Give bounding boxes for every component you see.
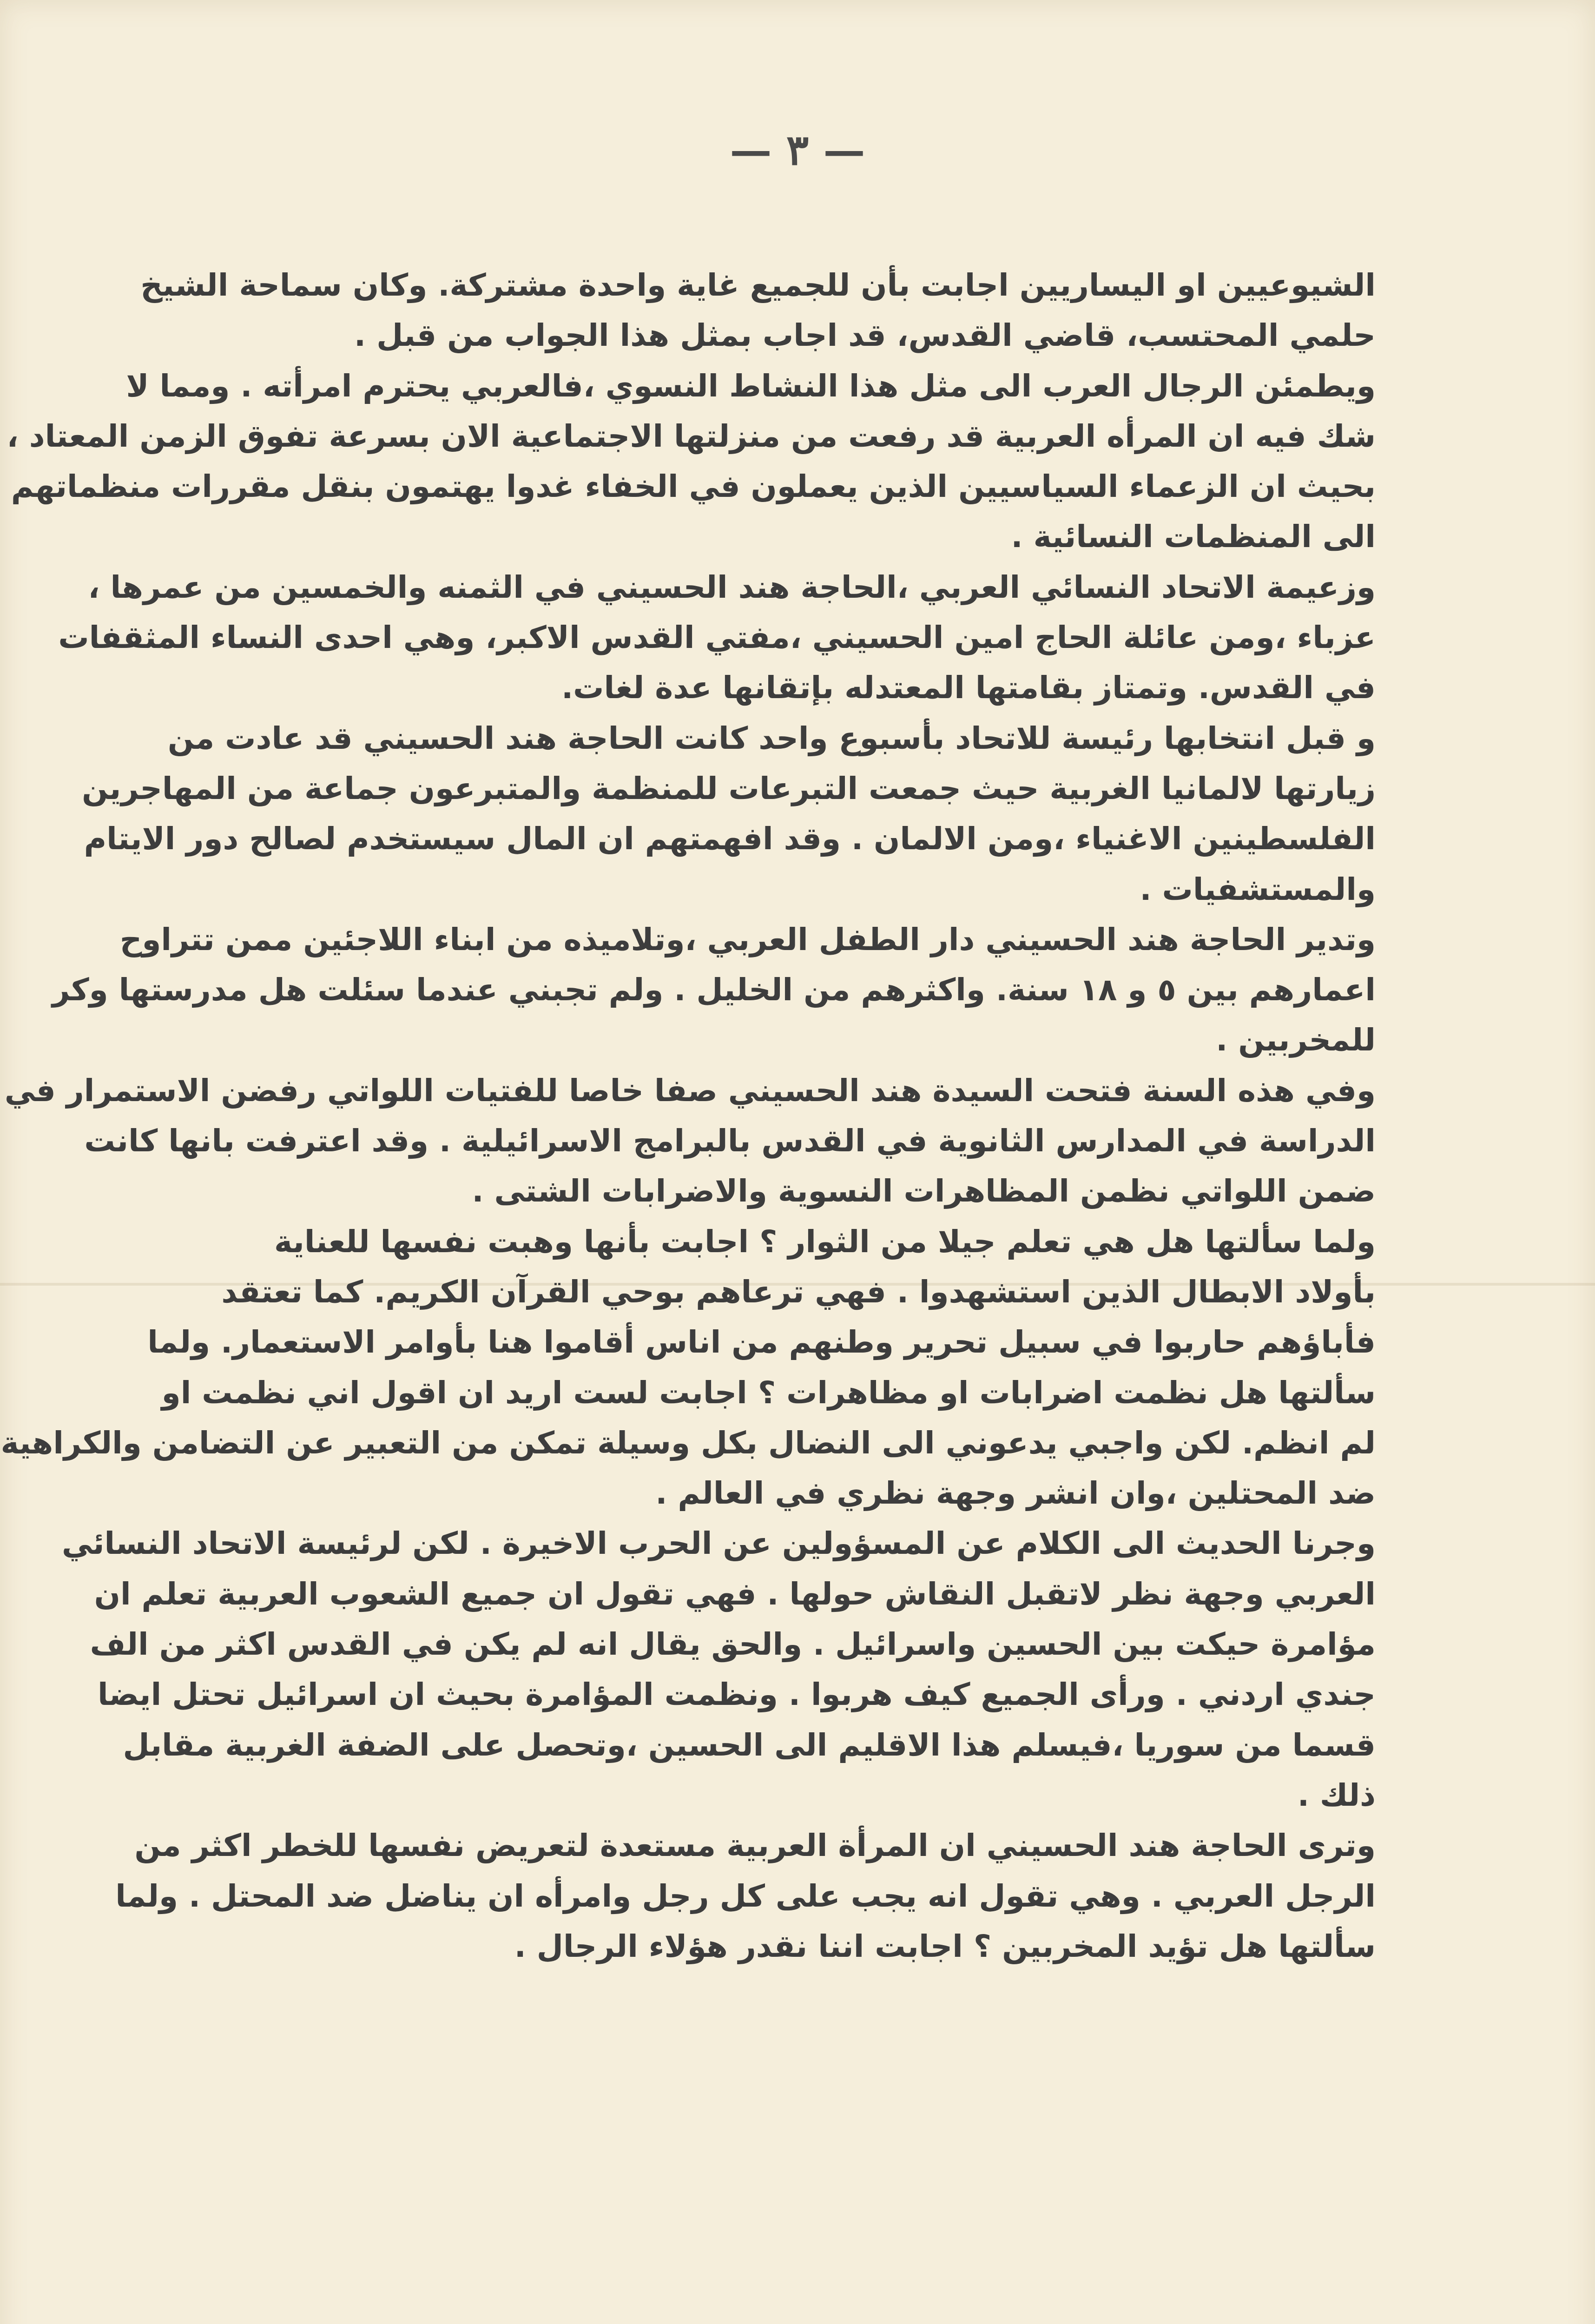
text-line: فأباؤهم حاربوا في سبيل تحرير وطنهم من اناس أقاموا هنا بأوامر الاستعمار. ولما	[147, 1324, 1376, 1360]
page-number: — ٣ —	[730, 125, 865, 175]
text-line: وجرنا الحديث الى الكلام عن المسؤولين عن الحرب الاخيرة . لكن لرئيسة الاتحاد النسائي	[61, 1525, 1376, 1562]
text-line: العربي وجهة نظر لاتقبل النقاش حولها . فهي تقول ان جميع الشعوب العربية تعلم ان	[94, 1576, 1376, 1612]
text-line: اعمارهم بين ٥ و ١٨ سنة. واكثرهم من الخليل . ولم تجبني عندما سئلت هل مدرستها وكر	[52, 972, 1376, 1008]
text-line: للمخربين .	[1216, 1022, 1376, 1058]
text-line: بأولاد الابطال الذين استشهدوا . فهي ترعاهم بوحي القرآن الكريم. كما تعتقد	[221, 1274, 1376, 1310]
text-line: الشيوعيين او اليساريين اجابت بأن للجميع غاية واحدة مشتركة. وكان سماحة الشيخ	[140, 267, 1376, 303]
text-line: في القدس. وتمتاز بقامتها المعتدله بإتقانها عدة لغات.	[561, 670, 1376, 706]
text-line: الى المنظمات النسائية .	[1011, 519, 1376, 555]
text-line: ولما سألتها هل هي تعلم جيلا من الثوار ؟ اجابت بأنها وهبت نفسها للعناية	[274, 1223, 1376, 1260]
text-line: وفي هذه السنة فتحت السيدة هند الحسيني صفا خاصا للفتيات اللواتي رفضن الاستمرار في	[4, 1072, 1376, 1109]
body-text	[0, 260, 1376, 1972]
text-line: ضمن اللواتي نظمن المظاهرات النسوية والاضرابات الشتى .	[472, 1173, 1376, 1209]
text-line: الرجل العربي . وهي تقول انه يجب على كل رجل وامرأه ان يناضل ضد المحتل . ولما	[115, 1878, 1376, 1914]
text-line: وترى الحاجة هند الحسيني ان المرأة العربية مستعدة لتعريض نفسها للخطر اكثر من	[134, 1828, 1376, 1864]
text-line: الفلسطينين الاغنياء ،ومن الالمان . وقد افهمتهم ان المال سيستخدم لصالح دور الايتام	[84, 821, 1376, 857]
text-line: شك فيه ان المرأه العربية قد رفعت من منزلتها الاجتماعية الان بسرعة تفوق الزمن المعتاد ،	[7, 418, 1376, 454]
text-line: والمستشفيات .	[1140, 871, 1376, 907]
text-line: ضد المحتلين ،وان انشر وجهة نظري في العالم .	[655, 1475, 1376, 1512]
text-line: وتدير الحاجة هند الحسيني دار الطفل العربي ،وتلاميذه من ابناء اللاجئين ممن تتراوح	[119, 921, 1376, 957]
text-line: و قبل انتخابها رئيسة للاتحاد بأسبوع واحد كانت الحاجة هند الحسيني قد عادت من	[167, 720, 1376, 756]
text-line: زيارتها لالمانيا الغربية حيث جمعت التبرعات للمنظمة والمتبرعون جماعة من المهاجرين	[82, 770, 1376, 806]
text-line: الدراسة في المدارس الثانوية في القدس بالبرامج الاسرائيلية . وقد اعترفت بانها كانت	[84, 1123, 1376, 1159]
text-line: سألتها هل نظمت اضرابات او مظاهرات ؟ اجابت لست اريد ان اقول اني نظمت او	[161, 1374, 1376, 1411]
text-line: سألتها هل تؤيد المخربين ؟ اجابت اننا نقدر هؤلاء الرجال .	[514, 1928, 1376, 1964]
text-line: ويطمئن الرجال العرب الى مثل هذا النشاط النسوي ،فالعربي يحترم امرأته . ومما لا	[126, 368, 1376, 404]
text-line: قسما من سوريا ،فيسلم هذا الاقليم الى الحسين ،وتحصل على الضفة الغربية مقابل	[123, 1727, 1376, 1763]
text-line: حلمي المحتسب، قاضي القدس، قد اجاب بمثل هذا الجواب من قبل .	[354, 317, 1376, 354]
text-line: بحيث ان الزعماء السياسيين الذين يعملون في الخفاء غدوا يهتمون بنقل مقررات منظماتهم	[11, 469, 1376, 505]
text-line: مؤامرة حيكت بين الحسين واسرائيل . والحق يقال انه لم يكن في القدس اكثر من الف	[90, 1626, 1376, 1663]
text-line: لم انظم. لكن واجبي يدعوني الى النضال بكل وسيلة تمكن من التعبير عن التضامن والكراهية	[0, 1425, 1376, 1461]
text-line: جندي اردني . ورأى الجميع كيف هربوا . ونظمت المؤامرة بحيث ان اسرائيل تحتل ايضا	[97, 1677, 1376, 1713]
text-line: ذلك .	[1297, 1777, 1376, 1813]
text-line: وزعيمة الاتحاد النسائي العربي ،الحاجة هند الحسيني في الثمنه والخمسين من عمرها ،	[88, 569, 1376, 605]
text-line: عزباء ،ومن عائلة الحاج امين الحسيني ،مفتي القدس الاكبر، وهي احدى النساء المثقفات	[58, 620, 1376, 656]
